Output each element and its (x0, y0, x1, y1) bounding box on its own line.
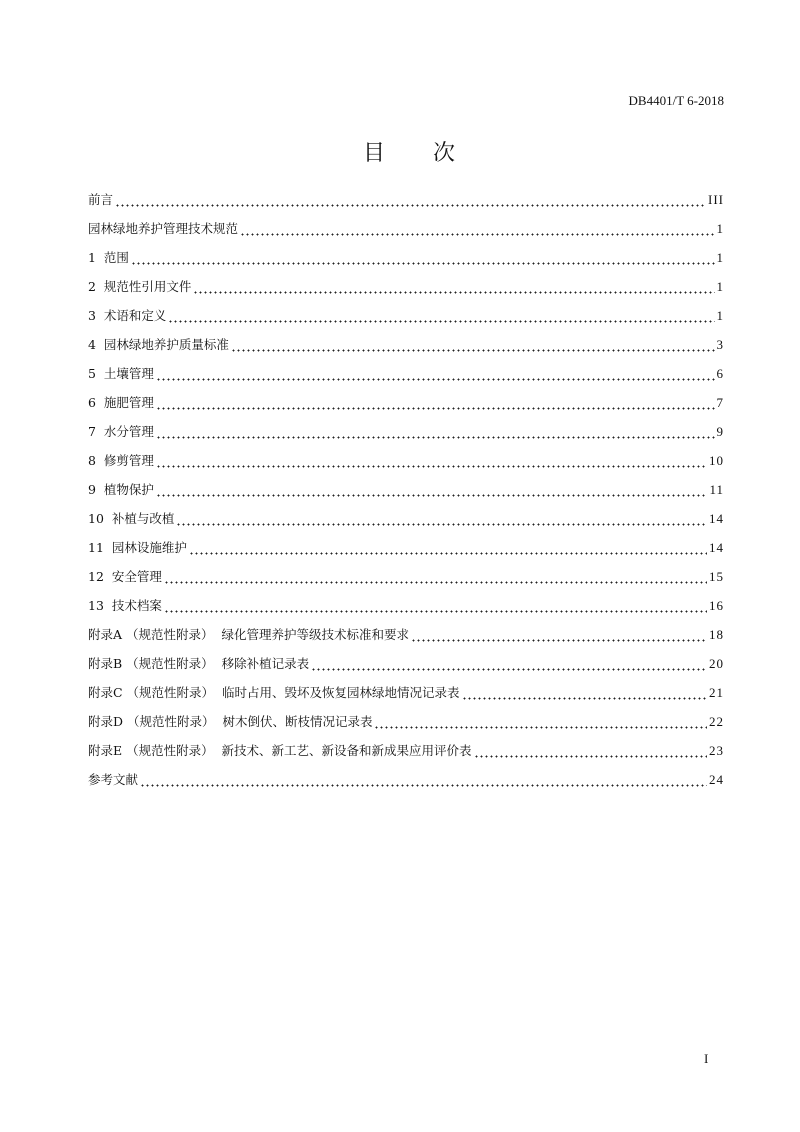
toc-entry-label: 前言 (88, 192, 114, 207)
toc-entry[interactable] (88, 470, 724, 499)
toc-entry[interactable] (88, 180, 724, 209)
toc-entry[interactable] (88, 702, 724, 731)
toc-entry[interactable] (88, 325, 724, 354)
toc-entry-page: 1 (716, 221, 724, 236)
toc-entry-page: 23 (709, 743, 724, 758)
toc-entry-page: 16 (709, 598, 724, 613)
toc-entry[interactable] (88, 383, 724, 412)
toc-entry-page: 6 (716, 366, 724, 381)
toc-entry-label: 6 施肥管理 (88, 395, 154, 410)
toc-entry-page: 24 (709, 772, 724, 787)
dot-leader (131, 249, 715, 267)
dot-leader (176, 510, 707, 528)
toc-entry-page: 18 (709, 627, 724, 642)
toc-entry-label: 附录A （规范性附录） 绿化管理养护等级技术标准和要求 (88, 627, 409, 642)
toc-entry-label: 附录C （规范性附录） 临时占用、毁坏及恢复园林绿地情况记录表 (88, 685, 460, 700)
dot-leader (140, 771, 707, 789)
toc-entry-page: 1 (716, 308, 724, 323)
dot-leader (189, 539, 707, 557)
dot-leader (156, 452, 707, 470)
dot-leader (156, 394, 715, 412)
toc-entry-label: 附录D （规范性附录） 树木倒伏、断枝情况记录表 (88, 714, 373, 729)
toc-entry-page: 7 (716, 395, 724, 410)
toc-entry-page: 22 (709, 714, 724, 729)
dot-leader (156, 481, 708, 499)
dot-leader (231, 336, 715, 354)
dot-leader (462, 684, 708, 702)
toc-entry-page: 14 (709, 540, 724, 555)
toc-entry[interactable] (88, 267, 724, 296)
toc-entry-label: 附录E （规范性附录） 新技术、新工艺、新设备和新成果应用评价表 (88, 743, 472, 758)
toc-entry[interactable] (88, 441, 724, 470)
toc-entry-page: 20 (709, 656, 724, 671)
toc-entry-page: 3 (716, 337, 724, 352)
dot-leader (193, 278, 714, 296)
toc-entry[interactable] (88, 296, 724, 325)
dot-leader (240, 220, 714, 238)
toc-entry-label: 5 土壤管理 (88, 366, 154, 381)
dot-leader (164, 568, 707, 586)
dot-leader (164, 597, 707, 615)
dot-leader (156, 365, 715, 383)
toc-entry[interactable] (88, 615, 724, 644)
toc-entry-page: 1 (716, 250, 724, 265)
toc-entry-label: 7 水分管理 (88, 424, 154, 439)
toc-entry-label: 附录B （规范性附录） 移除补植记录表 (88, 656, 310, 671)
toc-entry-page: III (708, 192, 724, 207)
toc-entry-label: 参考文献 (88, 772, 139, 787)
toc-entry-label: 13 技术档案 (88, 598, 162, 613)
toc-entry-page: 11 (709, 482, 724, 497)
toc-entry[interactable] (88, 586, 724, 615)
toc-entry[interactable] (88, 557, 724, 586)
toc-entry-label: 9 植物保护 (88, 482, 154, 497)
dot-leader (474, 742, 707, 760)
toc-entry-label: 1 范围 (88, 250, 129, 265)
footer-page-number: I (704, 1051, 709, 1066)
dot-leader (374, 713, 707, 731)
table-of-contents (88, 180, 724, 789)
toc-entry-label: 12 安全管理 (88, 569, 162, 584)
toc-entry-page: 15 (709, 569, 724, 584)
toc-entry[interactable] (88, 673, 724, 702)
toc-entry-label: 2 规范性引用文件 (88, 279, 192, 294)
toc-entry[interactable] (88, 731, 724, 760)
toc-entry[interactable] (88, 354, 724, 383)
toc-entry-page: 10 (709, 453, 724, 468)
toc-entry[interactable] (88, 412, 724, 441)
dot-leader (311, 655, 707, 673)
toc-entry[interactable] (88, 499, 724, 528)
toc-entry-page: 21 (709, 685, 724, 700)
page-title (0, 136, 800, 167)
toc-entry[interactable] (88, 209, 724, 238)
toc-entry-page: 9 (716, 424, 724, 439)
toc-entry-label: 园林绿地养护管理技术规范 (88, 221, 239, 236)
dot-leader (168, 307, 714, 325)
dot-leader (156, 423, 715, 441)
toc-entry[interactable] (88, 760, 724, 789)
title-part-1: 目 (362, 141, 387, 166)
dot-leader (411, 626, 707, 644)
title-part-2: 次 (433, 141, 458, 166)
dot-leader (115, 191, 706, 209)
toc-entry-page: 1 (716, 279, 724, 294)
toc-entry[interactable] (88, 238, 724, 267)
toc-entry-label: 11 园林设施维护 (88, 540, 187, 555)
toc-entry[interactable] (88, 528, 724, 557)
toc-entry-page: 14 (709, 511, 724, 526)
document-code: DB4401/T 6-2018 (628, 93, 724, 108)
toc-entry[interactable] (88, 644, 724, 673)
toc-entry-label: 4 园林绿地养护质量标准 (88, 337, 229, 352)
toc-entry-label: 8 修剪管理 (88, 453, 154, 468)
toc-entry-label: 10 补植与改植 (88, 511, 175, 526)
toc-entry-label: 3 术语和定义 (88, 308, 167, 323)
